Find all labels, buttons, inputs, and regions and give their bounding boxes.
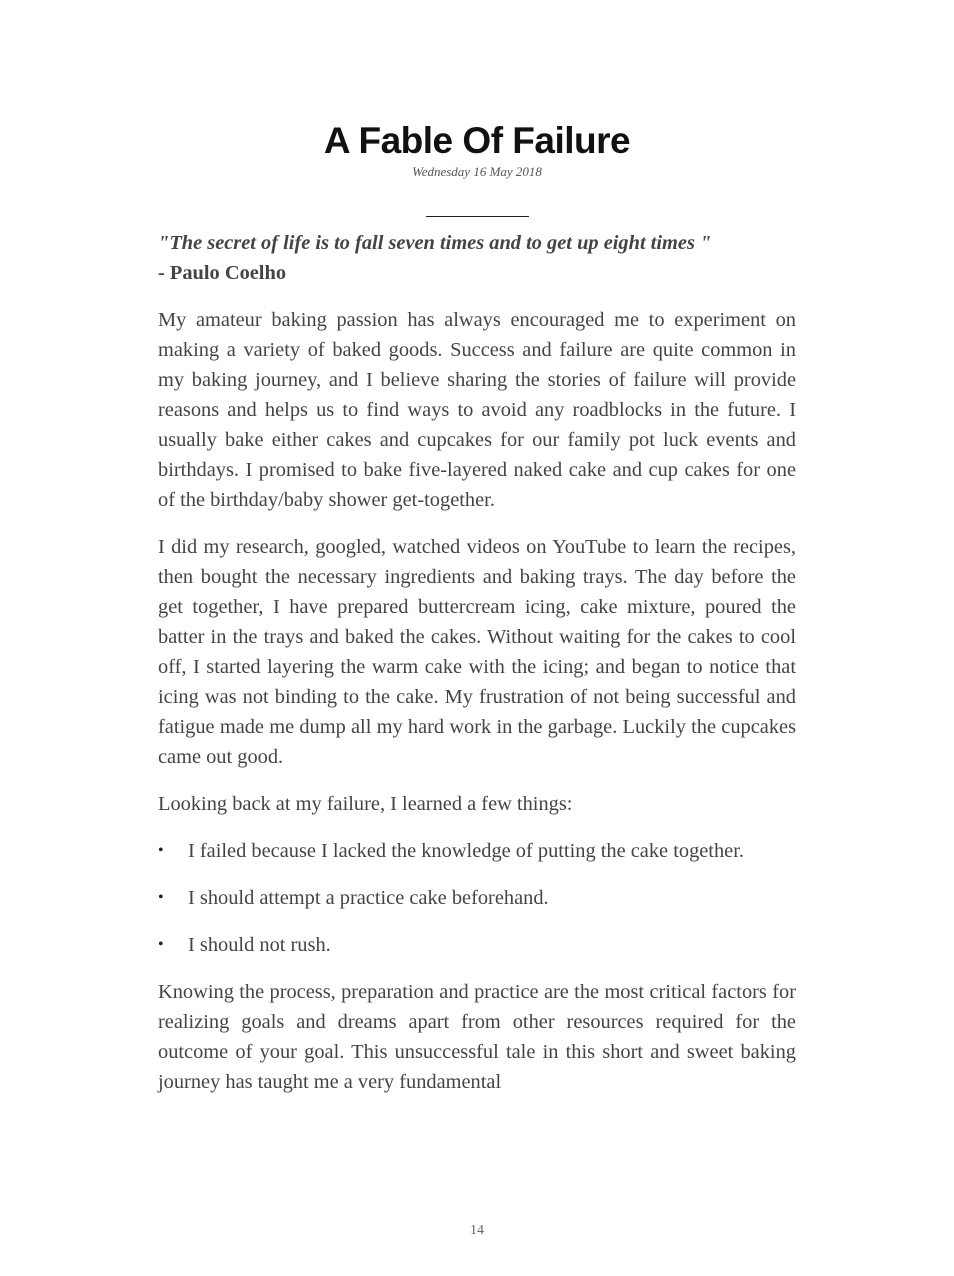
list-item-text: I should not rush. bbox=[188, 934, 331, 956]
bullet-icon: • bbox=[158, 889, 164, 906]
bullet-icon: • bbox=[158, 842, 164, 859]
paragraph-intro: My amateur baking passion has always encouraged me to experiment on making a variety of baked goods. Success and failure are quite common in my baking journey, and I believe sharing the stories of failure will provide reasons and helps us to find ways to avoid any roadblocks in the future. I usually bake either cakes and cupcakes for our family pot luck events and birthdays. I promised to bake five-layered naked cake and cup cakes for one of the birthday/baby shower get-together. bbox=[158, 309, 796, 511]
quote-attribution: - Paulo Coelho bbox=[158, 262, 287, 284]
lessons-list bbox=[158, 836, 796, 960]
list-item-text: I failed because I lacked the knowledge of putting the cake together. bbox=[188, 840, 744, 862]
article-body bbox=[158, 228, 796, 1114]
list-item bbox=[158, 930, 796, 960]
bullet-icon: • bbox=[158, 936, 164, 953]
quote-text: "The secret of life is to fall seven times and to get up eight times " bbox=[158, 232, 712, 254]
page-title: A Fable Of Failure bbox=[323, 120, 631, 161]
list-item-text: I should attempt a practice cake beforehand. bbox=[188, 887, 549, 909]
title-divider bbox=[426, 216, 529, 217]
epigraph-quote bbox=[158, 228, 796, 288]
post-date: Wednesday 16 May 2018 bbox=[412, 164, 542, 179]
list-item bbox=[158, 836, 796, 866]
page-number: 14 bbox=[470, 1223, 484, 1238]
paragraph-closing: Knowing the process, preparation and practice are the most critical factors for realizing goals and dreams apart from other resources required for the outcome of your goal. This unsuccessful tale in this short and sweet baking journey has taught me a very fundamental bbox=[158, 981, 796, 1093]
paragraph-lessons-lead: Looking back at my failure, I learned a few things: bbox=[158, 793, 573, 815]
paragraph-story: I did my research, googled, watched videos on YouTube to learn the recipes, then bought the necessary ingredients and baking trays. The day before the get together, I have prepared buttercream icing, cake mixture, poured the batter in the trays and baked the cakes. Without waiting for the cakes to cool off, I started layering the warm cake with the icing; and began to notice that icing was not binding to the cake. My frustration of not being successful and fatigue made me dump all my hard work in the garbage. Luckily the cupcakes came out good. bbox=[158, 536, 796, 768]
list-item bbox=[158, 883, 796, 913]
